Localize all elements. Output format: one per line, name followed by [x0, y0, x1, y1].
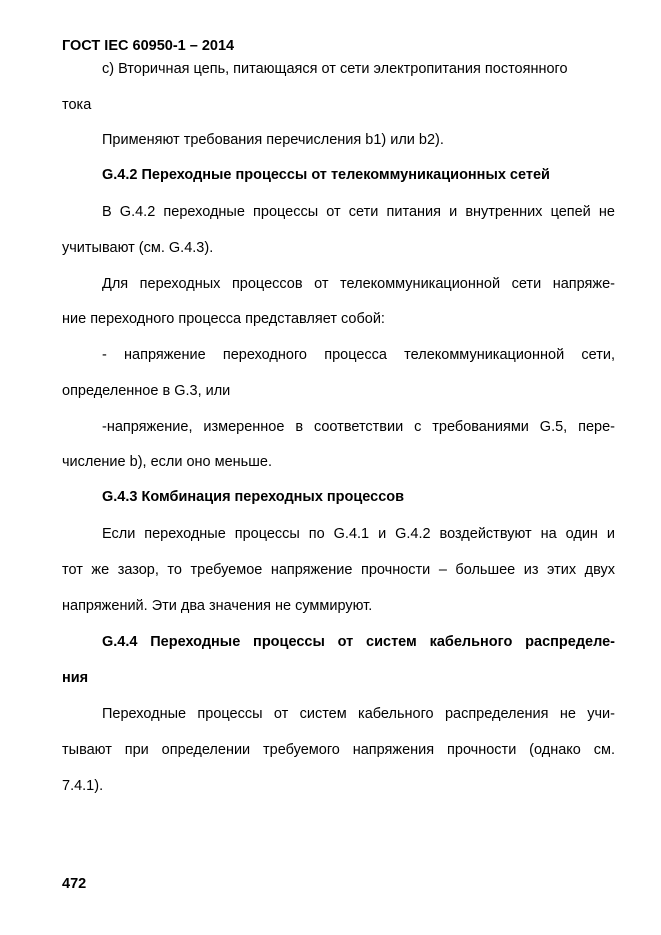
text-line: Если переходные процессы по G.4.1 и G.4.2 воздействуют на один и [102, 526, 615, 542]
text-line: определенное в G.3, или [62, 383, 231, 399]
text-line: -напряжение, измеренное в соответствии с требованиями G.5, пере- [102, 419, 615, 435]
text-line: Применяют требования перечисления b1) или b2). [102, 132, 444, 148]
section-heading-g44-continued: ния [62, 670, 89, 686]
section-heading-g42: G.4.2 Переходные процессы от телекоммуникационных сетей [102, 167, 550, 183]
document-header: ГОСТ IEC 60950-1 – 2014 [62, 38, 235, 54]
text-line: ние переходного процесса представляет собой: [62, 311, 385, 327]
section-heading-g44: G.4.4 Переходные процессы от систем кабельного распределе- [102, 634, 615, 650]
text-line: Переходные процессы от систем кабельного распределения не учи- [102, 706, 615, 722]
text-line: тока [62, 97, 92, 113]
text-line: напряжений. Эти два значения не суммируют. [62, 598, 373, 614]
text-line: учитывают (см. G.4.3). [62, 240, 214, 256]
page-number: 472 [62, 876, 87, 892]
text-line: В G.4.2 переходные процессы от сети питания и внутренних цепей не [102, 204, 615, 220]
text-line: тот же зазор, то требуемое напряжение прочности – большее из этих двух [62, 562, 615, 578]
text-line: тывают при определении требуемого напряжения прочности (однако см. [62, 742, 615, 758]
text-line: - напряжение переходного процесса телекоммуникационной сети, [102, 347, 615, 363]
text-line: Для переходных процессов от телекоммуникационной сети напряже- [102, 276, 615, 292]
section-heading-g43: G.4.3 Комбинация переходных процессов [102, 489, 405, 505]
text-line: c) Вторичная цепь, питающаяся от сети электропитания постоянного [102, 61, 568, 77]
text-line: числение b), если оно меньше. [62, 454, 272, 470]
text-line: 7.4.1). [62, 778, 104, 794]
